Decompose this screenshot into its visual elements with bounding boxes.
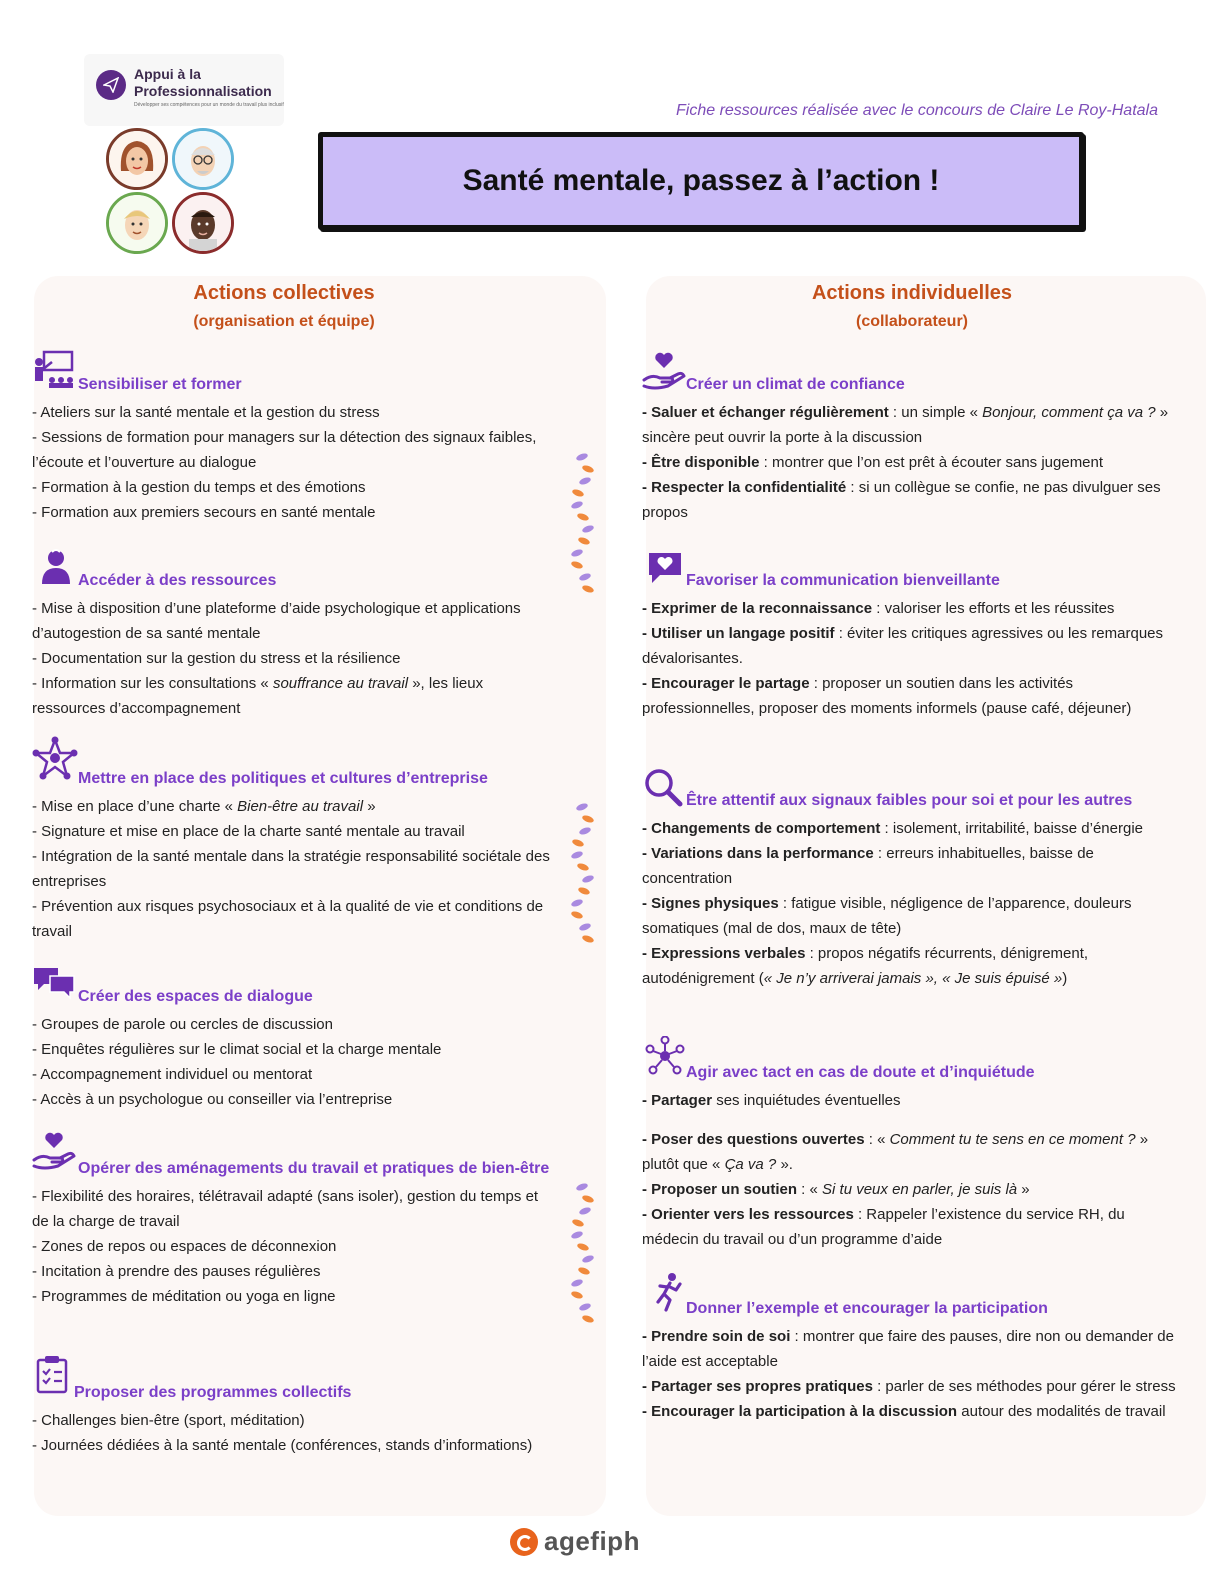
- list-item: - Mise à disposition d’une plateforme d’aide psychologique et applications d’autogestion de sa santé mentale: [32, 600, 521, 642]
- left-section: [32, 1132, 552, 1309]
- bullet-list: [32, 1012, 552, 1112]
- bullet-list: [32, 1408, 552, 1458]
- list-item: - Enquêtes régulières sur le climat social et la charge mentale: [32, 1041, 442, 1058]
- list-item: - Groupes de parole ou cercles de discussion: [32, 1016, 333, 1033]
- decorative-dot: [577, 536, 590, 546]
- decorative-dot: [577, 886, 590, 896]
- appui-professionnalisation-logo: [84, 54, 284, 126]
- list-item: - Formation à la gestion du temps et des émotions: [32, 479, 366, 496]
- left-section: [32, 348, 552, 525]
- section-title: Favoriser la communication bienveillante: [686, 572, 1000, 589]
- decorative-dot: [581, 584, 594, 594]
- left-section: [32, 1356, 552, 1458]
- list-item: - Exprimer de la reconnaissance : valoriser les efforts et les réussites: [642, 600, 1115, 617]
- list-item: - Flexibilité des horaires, télétravail adapté (sans isoler), gestion du temps et de la charge de travail: [32, 1188, 539, 1230]
- decorative-dot: [581, 934, 594, 944]
- decorative-dot: [570, 500, 583, 510]
- list-item: - Poser des questions ouvertes : « Comment tu te sens en ce moment ? » plutôt que « Ça va ? ».: [642, 1131, 1149, 1173]
- right-column-heading: Actions individuelles (collaborateur): [811, 282, 1013, 330]
- section-title: Créer des espaces de dialogue: [78, 988, 313, 1005]
- decorative-dot: [578, 922, 591, 932]
- bullet-list: [642, 1324, 1182, 1424]
- decorative-dot: [581, 1254, 594, 1264]
- decorative-dot: [578, 826, 591, 836]
- credit-line: Fiche ressources réalisée avec le concours de Claire Le Roy-Hatala: [676, 102, 1158, 119]
- decorative-dot: [581, 464, 594, 474]
- right-section: [642, 544, 1182, 721]
- decorative-dot: [577, 1266, 590, 1276]
- list-item: - Utiliser un langage positif : éviter les critiques agressives ou les remarques dévalorisantes.: [642, 625, 1164, 667]
- title-banner: [318, 132, 1084, 230]
- decorative-dot: [570, 560, 583, 570]
- bullet-list: [32, 400, 552, 525]
- section-title: Opérer des aménagements du travail et pratiques de bien-être: [78, 1160, 550, 1177]
- list-item: - Sessions de formation pour managers sur la détection des signaux faibles, l’écoute et l’ouverture au dialogue: [32, 429, 537, 471]
- decorative-dot: [570, 1290, 583, 1300]
- list-item: - Signes physiques : fatigue visible, négligence de l’apparence, douleurs somatiques (mal de dos, maux de tête): [642, 895, 1132, 937]
- list-item: - Accès à un psychologue ou conseiller via l’entreprise: [32, 1091, 393, 1108]
- decorative-dot: [578, 1302, 591, 1312]
- avatar-woman: [106, 128, 168, 190]
- decorative-dot: [576, 862, 589, 872]
- logo-tagline: Développer ses compétences pour un monde du travail plus inclusif: [134, 102, 284, 108]
- section-title: Proposer des programmes collectifs: [74, 1384, 352, 1401]
- list-item: - Accompagnement individuel ou mentorat: [32, 1066, 313, 1083]
- decorative-dot: [571, 838, 584, 848]
- decorative-dot: [570, 850, 583, 860]
- agefiph-logo-mark: [510, 1528, 538, 1556]
- list-item: - Respecter la confidentialité : si un collègue se confie, ne pas divulguer ses propos: [642, 479, 1161, 521]
- left-column-heading: Actions collectives (organisation et équipe): [193, 282, 375, 330]
- decorative-dot: [575, 802, 588, 812]
- section-title: Créer un climat de confiance: [686, 376, 905, 393]
- decorative-dot: [581, 874, 594, 884]
- agefiph-logo: [510, 1526, 640, 1557]
- bullet-list: [32, 1184, 552, 1309]
- list-item: - Zones de repos ou espaces de déconnexion: [32, 1238, 337, 1255]
- decorative-dot: [570, 548, 583, 558]
- decorative-dot: [581, 524, 594, 534]
- decorative-dot: [571, 488, 584, 498]
- avatar-dark-man: [172, 192, 234, 254]
- avatar-blond-man: [106, 192, 168, 254]
- decorative-dot: [570, 910, 583, 920]
- list-item: - Ateliers sur la santé mentale et la gestion du stress: [32, 404, 380, 421]
- decorative-separator: [566, 804, 606, 964]
- section-title: Mettre en place des politiques et cultures d’entreprise: [78, 770, 488, 787]
- list-item: - Information sur les consultations « souffrance au travail », les lieux ressources d’accompagnement: [32, 675, 484, 717]
- agefiph-logo-text: agefiph: [544, 1526, 640, 1556]
- section-title: Sensibiliser et former: [78, 376, 242, 393]
- list-item: - Documentation sur la gestion du stress et la résilience: [32, 650, 401, 667]
- list-item: - Signature et mise en place de la charte santé mentale au travail: [32, 823, 465, 840]
- decorative-dot: [581, 814, 594, 824]
- list-item: - Variations dans la performance : erreurs inhabituelles, baisse de concentration: [642, 845, 1094, 887]
- left-section: [32, 544, 552, 721]
- list-item: - Prévention aux risques psychosociaux et à la qualité de vie et conditions de travail: [32, 898, 544, 940]
- list-item: - Changements de comportement : isolement, irritabilité, baisse d’énergie: [642, 820, 1143, 837]
- decorative-dot: [575, 1182, 588, 1192]
- decorative-separator: [566, 1184, 606, 1334]
- bullet-list: [32, 596, 552, 721]
- decorative-separator: [566, 454, 606, 614]
- list-item: - Être disponible : montrer que l’on est prêt à écouter sans jugement: [642, 454, 1104, 471]
- list-item: - Programmes de méditation ou yoga en ligne: [32, 1288, 336, 1305]
- paper-plane-icon: [96, 70, 126, 100]
- bullet-list: [642, 400, 1182, 525]
- bullet-list: [32, 794, 552, 944]
- decorative-dot: [578, 1206, 591, 1216]
- bullet-list: [642, 596, 1182, 721]
- section-title: Accéder à des ressources: [78, 572, 277, 589]
- right-section: [642, 348, 1182, 525]
- list-item: - Intégration de la santé mentale dans la stratégie responsabilité sociétale des entreprises: [32, 848, 550, 890]
- bullet-list: [642, 816, 1182, 991]
- decorative-dot: [576, 512, 589, 522]
- list-item: - Orienter vers les ressources : Rappeler l’existence du service RH, du médecin du travail ou d’un programme d’aide: [642, 1206, 1125, 1248]
- list-item: - Formation aux premiers secours en santé mentale: [32, 504, 376, 521]
- list-item: - Encourager le partage : proposer un soutien dans les activités professionnelles, proposer des moments informels (pause café, déjeuner): [642, 675, 1132, 717]
- decorative-dot: [570, 898, 583, 908]
- right-section: [642, 764, 1182, 991]
- decorative-dot: [581, 1314, 594, 1324]
- list-item: - Proposer un soutien : « Si tu veux en parler, je suis là »: [642, 1181, 1030, 1198]
- list-item: - Journées dédiées à la santé mentale (conférences, stands d’informations): [32, 1437, 533, 1454]
- list-item: - Mise en place d’une charte « Bien-être au travail »: [32, 798, 376, 815]
- list-item: - Prendre soin de soi : montrer que faire des pauses, dire non ou demander de l’aide est acceptable: [642, 1328, 1174, 1370]
- section-title: Agir avec tact en cas de doute et d’inquiétude: [686, 1064, 1035, 1081]
- list-item: - Incitation à prendre des pauses régulières: [32, 1263, 321, 1280]
- decorative-dot: [578, 572, 591, 582]
- decorative-dot: [575, 452, 588, 462]
- decorative-dot: [578, 476, 591, 486]
- list-item: - Encourager la participation à la discussion autour des modalités de travail: [642, 1403, 1166, 1420]
- avatar-man-glasses: [172, 128, 234, 190]
- list-item: - Partager ses inquiétudes éventuelles: [642, 1092, 901, 1109]
- logo-title: Appui à la Professionnalisation: [134, 66, 272, 99]
- right-section: [642, 1272, 1182, 1424]
- list-item: - Saluer et échanger régulièrement : un simple « Bonjour, comment ça va ? » sincère peut ouvrir la porte à la discussion: [642, 404, 1169, 446]
- section-title: Être attentif aux signaux faibles pour soi et pour les autres: [686, 792, 1133, 809]
- left-section: [32, 960, 552, 1112]
- list-item: - Challenges bien-être (sport, méditation): [32, 1412, 305, 1429]
- left-section: [32, 742, 552, 944]
- list-item: - Partager ses propres pratiques : parler de ses méthodes pour gérer le stress: [642, 1378, 1176, 1395]
- section-title: Donner l’exemple et encourager la participation: [686, 1300, 1048, 1317]
- page-title: Santé mentale, passez à l’action !: [462, 164, 940, 197]
- list-item: - Expressions verbales : propos négatifs récurrents, dénigrement, autodénigrement (« Je n’y arriverai jamais », « Je suis épuisé »): [642, 945, 1089, 987]
- right-section: [642, 1036, 1182, 1252]
- decorative-dot: [570, 1278, 583, 1288]
- decorative-dot: [576, 1242, 589, 1252]
- decorative-dot: [581, 1194, 594, 1204]
- bullet-list: [642, 1088, 1182, 1252]
- decorative-dot: [570, 1230, 583, 1240]
- decorative-dot: [571, 1218, 584, 1228]
- page: [14, 14, 1214, 1574]
